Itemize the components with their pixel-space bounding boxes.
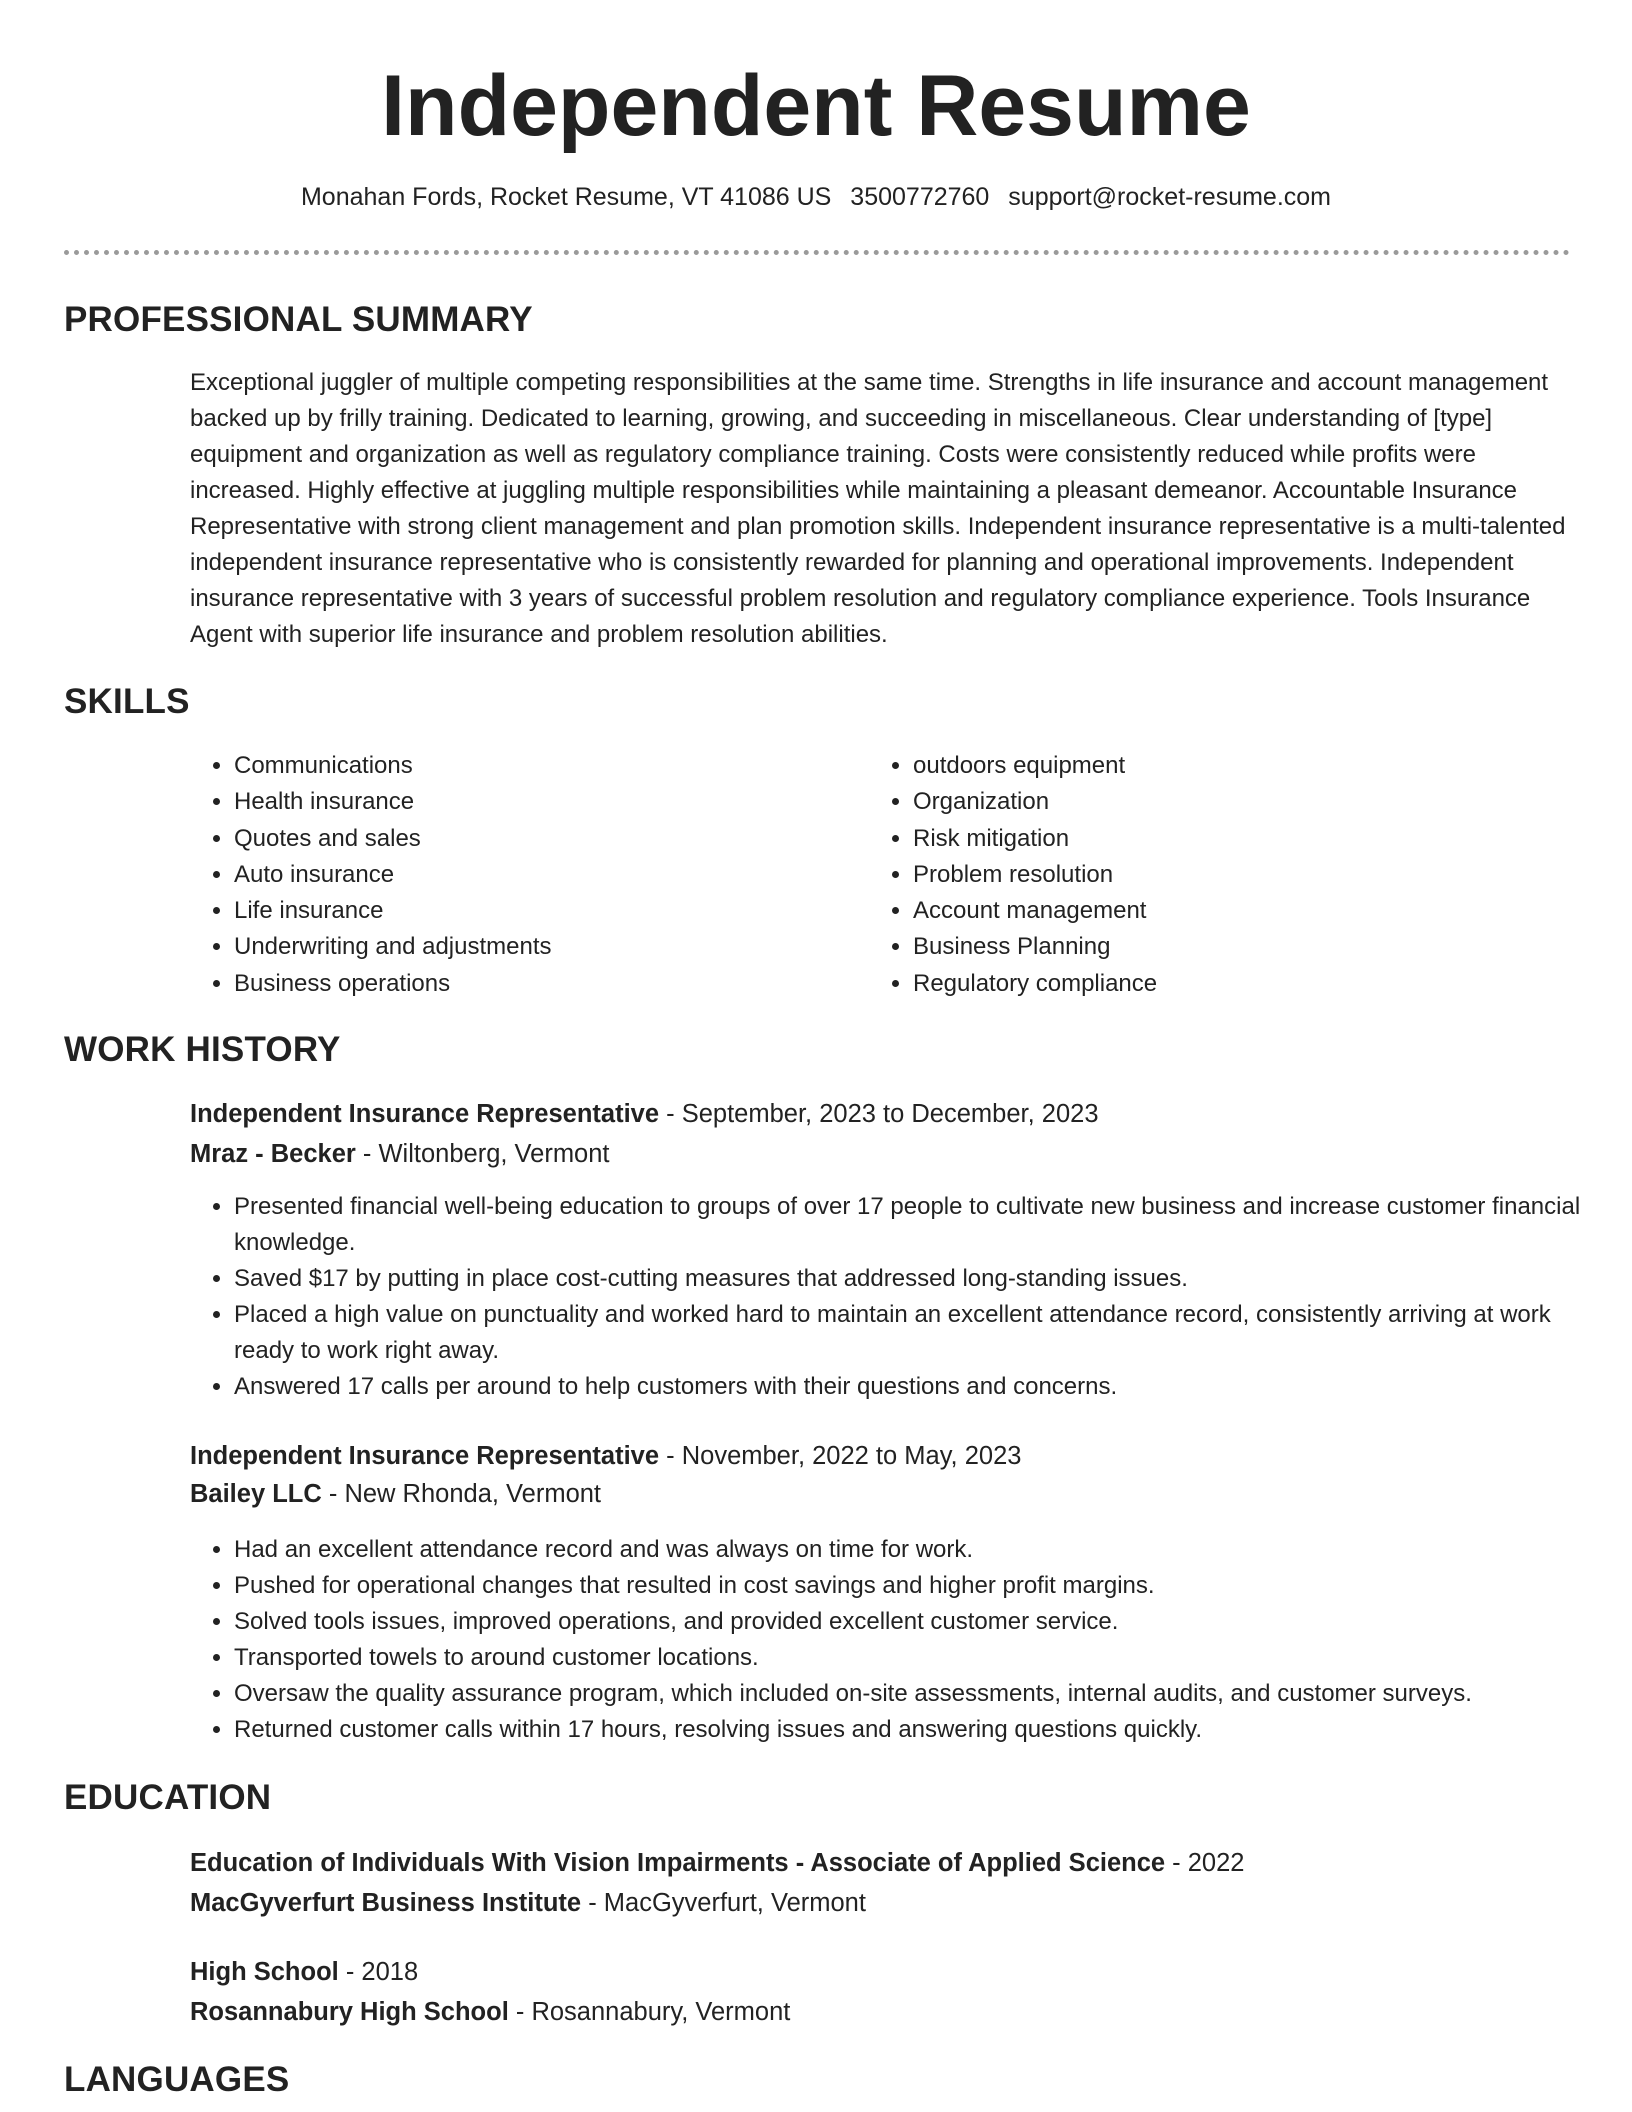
education-degree-line — [190, 1954, 418, 1990]
job-title-line — [190, 1096, 1099, 1132]
education-degree: High School — [190, 1958, 339, 1986]
skill-item: • Problem resolution — [913, 857, 1157, 893]
job-bullets — [190, 1532, 1604, 1748]
section-title-education: EDUCATION — [64, 1778, 272, 1817]
skill-item: • Organization — [913, 784, 1157, 820]
education-degree: Education of Individuals With Vision Impairments - Associate of Applied Science — [190, 1849, 1166, 1877]
job-bullet: • Presented financial well-being education to groups of over 17 people to cultivate new business and increase customer financial knowledge. — [234, 1189, 1604, 1261]
summary-text: Exceptional juggler of multiple competing responsibilities at the same time. Strengths in life insurance and account management backed up by frilly training. Dedicated to learning, growing, and succeeding in miscellaneous. Clear understanding of [type] equipment and organization as well as regulatory compliance training. Costs were consistently reduced while profits were increased. Highly effective at juggling multiple responsibilities while maintaining a pleasant demeanor. Accountable Insurance Representative with strong client management and plan promotion skills. Independent insurance representative is a multi-talented independent insurance representative who is consistently rewarded for planning and operational improvements. Independent insurance representative with 3 years of successful problem resolution and regulatory compliance experience. Tools Insurance Agent with superior life insurance and problem resolution abilities. — [190, 369, 1566, 648]
contact-line — [0, 180, 1632, 214]
skill-item: • Health insurance — [234, 784, 552, 820]
skills-list-right — [869, 748, 1157, 1002]
skill-item: • Communications — [234, 748, 552, 784]
job-bullet: • Pushed for operational changes that resulted in cost savings and higher profit margins. — [234, 1568, 1604, 1604]
job-location: - Wiltonberg, Vermont — [355, 1140, 610, 1168]
skill-item: • outdoors equipment — [913, 748, 1157, 784]
job-company-line — [190, 1476, 601, 1512]
job-dates: - November, 2022 to May, 2023 — [659, 1442, 1022, 1470]
skill-item: • Auto insurance — [234, 857, 552, 893]
section-title-work-history: WORK HISTORY — [64, 1030, 341, 1069]
job-bullet: • Answered 17 calls per around to help customers with their questions and concerns. — [234, 1369, 1604, 1405]
resume-name: Independent Resume — [381, 58, 1251, 154]
job-bullet: • Returned customer calls within 17 hours, resolving issues and answering questions quickly. — [234, 1712, 1604, 1748]
job-location: - New Rhonda, Vermont — [321, 1480, 602, 1508]
contact-address: Monahan Fords, Rocket Resume, VT 41086 US — [300, 183, 832, 211]
education-location: - MacGyverfurt, Vermont — [581, 1889, 866, 1917]
job-bullet: • Had an excellent attendance record and was always on time for work. — [234, 1532, 1604, 1568]
skill-item: • Risk mitigation — [913, 821, 1157, 857]
education-school: MacGyverfurt Business Institute — [190, 1889, 582, 1917]
header-divider — [64, 250, 1570, 255]
job-title-line — [190, 1438, 1021, 1474]
job-bullets — [190, 1189, 1604, 1405]
skill-item: • Life insurance — [234, 893, 552, 929]
job-bullet: • Oversaw the quality assurance program, which included on-site assessments, internal audits, and customer surveys. — [234, 1676, 1604, 1712]
job-bullet: • Solved tools issues, improved operations, and provided excellent customer service. — [234, 1604, 1604, 1640]
skill-item: • Regulatory compliance — [913, 966, 1157, 1002]
education-degree-line — [190, 1845, 1244, 1881]
skill-item: • Account management — [913, 893, 1157, 929]
job-role: Independent Insurance Representative — [190, 1100, 660, 1128]
job-company-line — [190, 1136, 610, 1172]
job-bullet: • Saved $17 by putting in place cost-cutting measures that addressed long-standing issues. — [234, 1261, 1604, 1297]
section-title-skills: SKILLS — [64, 682, 190, 721]
section-title-languages: LANGUAGES — [64, 2060, 290, 2099]
job-company: Mraz - Becker — [190, 1140, 356, 1168]
job-role: Independent Insurance Representative — [190, 1442, 660, 1470]
education-school: Rosannabury High School — [190, 1998, 509, 2026]
education-location: - Rosannabury, Vermont — [508, 1998, 791, 2026]
skills-list-left — [190, 748, 552, 1002]
education-year: - 2018 — [338, 1958, 419, 1986]
skill-item: • Business Planning — [913, 929, 1157, 965]
skill-item: • Quotes and sales — [234, 821, 552, 857]
education-year: - 2022 — [1165, 1849, 1245, 1877]
skill-item: • Business operations — [234, 966, 552, 1002]
education-school-line — [190, 1994, 790, 2030]
education-school-line — [190, 1885, 866, 1921]
section-title-summary: PROFESSIONAL SUMMARY — [64, 300, 533, 339]
job-bullet: • Transported towels to around customer locations. — [234, 1640, 1604, 1676]
contact-email: support@rocket-resume.com — [1008, 183, 1332, 211]
skill-item: • Underwriting and adjustments — [234, 929, 552, 965]
job-dates: - September, 2023 to December, 2023 — [659, 1100, 1099, 1128]
contact-phone: 3500772760 — [850, 183, 990, 211]
job-bullet: • Placed a high value on punctuality and worked hard to maintain an excellent attendance record, consistently arriving at work ready to work right away. — [234, 1297, 1604, 1369]
job-company: Bailey LLC — [190, 1480, 322, 1508]
